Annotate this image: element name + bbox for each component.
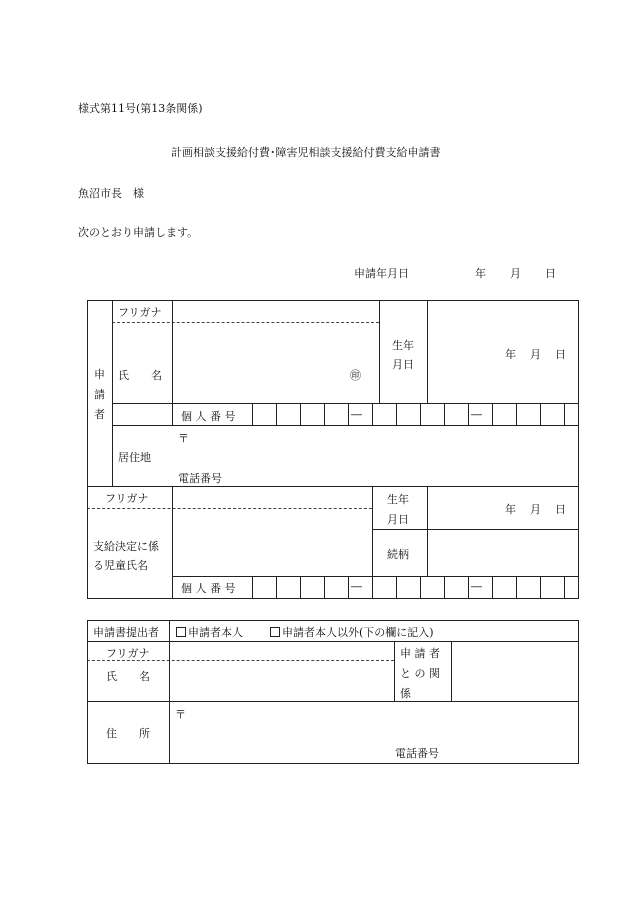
child-name-label-1: 支給決定に係 [93,540,159,553]
submitter-phone-label: 電話番号 [395,747,439,760]
applicant-name-field[interactable] [173,324,378,402]
applicant-birth-month: 月 [530,348,541,361]
child-birth-day: 日 [555,503,566,516]
applicant-furigana-field[interactable] [173,302,378,321]
applicant-furigana-label: フリガナ [118,306,162,319]
application-date-day: 日 [545,267,556,280]
applicant-section-char-3: 者 [94,408,105,421]
child-personal-number-dash-1: ― [351,580,362,593]
submitter-relation-field[interactable] [452,643,577,700]
applicant-personal-number-dash-1: ― [351,408,362,421]
submitter-furigana-label: フリガナ [106,647,150,660]
application-date-label: 申請年月日 [354,267,409,280]
submitter-relation-label-3: 係 [400,687,411,700]
submitter-option-self-label: 申請者本人 [188,626,243,639]
applicant-birth-label-2: 月日 [392,358,414,371]
application-date-month: 月 [510,267,521,280]
seal-mark: ㊞ [350,369,361,382]
child-furigana-label: フリガナ [105,492,149,505]
application-date-year: 年 [475,267,486,280]
submitter-address-label: 住 所 [106,727,150,740]
applicant-address-label: 居住地 [118,451,151,464]
submitter-name-label: 氏 名 [106,670,150,683]
addressee: 魚沼市長 様 [78,187,144,200]
child-birth-label-1: 生年 [387,493,409,506]
child-birth-month: 月 [530,503,541,516]
form-number: 様式第11号(第13条関係) [78,102,203,115]
submitter-name-field[interactable] [170,643,393,700]
submitter-option-other-label: 申請者本人以外(下の欄に記入) [282,626,434,639]
submitter-relation-label-2: と の 関 [400,667,440,680]
intro-text: 次のとおり申請します。 [78,226,199,239]
applicant-personal-number-label: 個 人 番 号 [181,410,236,423]
applicant-name-label: 氏 名 [118,369,162,382]
child-birth-year: 年 [505,503,516,516]
applicant-birth-label-1: 生年 [392,339,414,352]
applicant-postal-mark: 〒 [178,432,189,445]
checkbox-other[interactable] [270,627,280,637]
applicant-phone-label: 電話番号 [178,472,222,485]
applicant-birth-day: 日 [555,348,566,361]
page-title: 計画相談支援給付費･障害児相談支援給付費支給申請書 [171,146,441,159]
checkbox-self[interactable] [176,627,186,637]
applicant-birth-year: 年 [505,348,516,361]
submitter-option-other[interactable] [270,624,434,640]
applicant-section-char-2: 請 [94,388,105,401]
submitter-relation-label-1: 申 請 者 [400,647,440,660]
child-name-label-2: る児童氏名 [93,559,148,572]
submitter-postal-mark: 〒 [175,708,186,721]
child-relation-label: 続柄 [387,548,409,561]
child-personal-number-dash-2: ― [471,580,482,593]
submitter-option-self[interactable] [176,624,243,640]
child-personal-number-label: 個 人 番 号 [181,582,236,595]
applicant-section-char-1: 申 [94,368,105,381]
submitter-label: 申請書提出者 [93,626,159,639]
child-birth-label-2: 月日 [387,513,409,526]
applicant-personal-number-dash-2: ― [471,408,482,421]
